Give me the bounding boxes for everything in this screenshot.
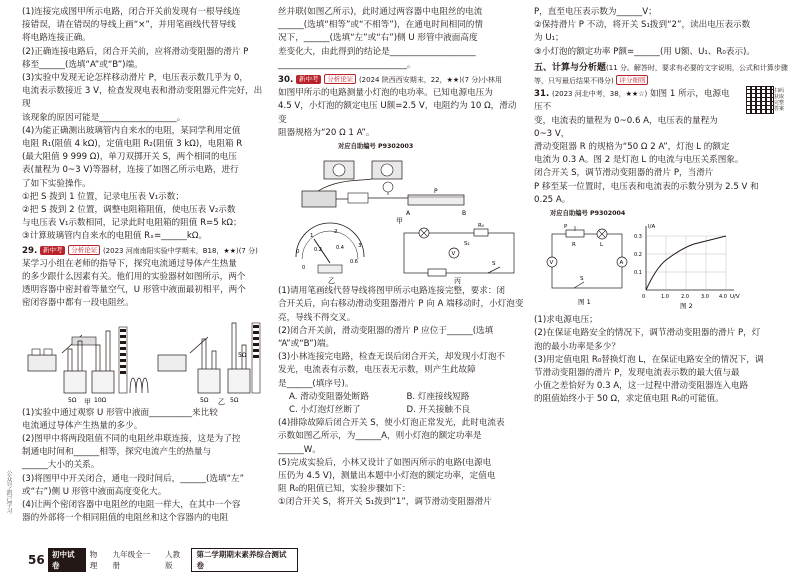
question-30-number: 30. — [278, 75, 294, 86]
text-line: P，直至电压表示数为______V； — [534, 7, 657, 17]
meter-tick2-2: 0.4 — [336, 245, 344, 252]
answer-option: D. 开关接触不良 — [406, 405, 471, 416]
text-line: 该现象的原因可能是__________________。 — [22, 112, 186, 123]
text-line: (2)正确连接电路后，闭合开关前，应将滑动变阻器的滑片 P — [22, 46, 249, 57]
q30-part-line: ______W。 — [278, 444, 321, 455]
q31-line: 变，电流表的量程为 0~0.6 A，电压表的量程为 0~3 V， — [534, 115, 718, 139]
svg-text:P: P — [434, 188, 438, 196]
q31-figure — [534, 220, 790, 314]
figure-1-label: 图 1 — [578, 298, 591, 307]
q30-circuit-diagrams — [278, 153, 524, 285]
q30-part-line: (1)请用笔画线代替导线将图甲所示电路连接完整，要求：闭 — [278, 286, 506, 297]
q30-part-line: 压仍为 4.5 V)，测量出本题中小灯泡的额定功率，定值电 — [278, 471, 496, 482]
q31-line: 如图 1 所示，电源电压不 — [534, 89, 730, 113]
svg-text:L: L — [600, 242, 604, 249]
q31-line: 滑动变阻器 R 的规格为“50 Ω 2 A”，灯泡 L 的额定 — [534, 142, 730, 153]
q30-line: 4.5 V，小灯泡的额定电压 U额=2.5 V，电阻约为 10 Ω，滑动变 — [278, 101, 517, 125]
graph-ytick-0: 0.3 — [634, 234, 642, 241]
graph-ytick-2: 0.1 — [634, 270, 642, 277]
text-line: (最大阻值 9 999 Ω)，单刀双掷开关 S，两个相同的电压 — [22, 152, 237, 163]
text-line: 差变化大，由此得到的结论是____________________ — [278, 46, 476, 57]
text-line: 接错误，请在错误的导线上画“×”，并用笔画线代替导线 — [22, 20, 236, 31]
text-line: 丝并联(如图乙所示)，此时通过两容器中电阻丝的电流 — [278, 7, 483, 17]
q30-part-line: 亮，导线不得交叉。 — [278, 312, 356, 323]
answer-option: C. 小灯泡灯丝断了 — [289, 405, 361, 416]
figure-label-c: 丙 — [454, 277, 461, 286]
column-right — [534, 6, 790, 407]
svg-text:S: S — [580, 276, 584, 283]
meter-tick2-3: 0.6 — [350, 259, 358, 266]
footer-bar — [48, 550, 298, 570]
q30-part-line: 示数如图乙所示，为______A，则小灯泡的额定功率是 — [278, 431, 482, 442]
footer-edition: 人教版 — [165, 550, 181, 570]
qr-caption: 扫码获取完整答案 — [774, 88, 785, 113]
meter-tick2-0: 0 — [302, 265, 306, 272]
q31-part-line: (2)在保证电路安全的情况下，调节滑动变阻器的滑片 P，灯 — [534, 328, 761, 339]
q30-line: 如图甲所示的电路测量小灯泡的电功率。已知电源电压为 — [278, 88, 493, 99]
q31-part-line: (3)用定值电阻 R₀替换灯泡 L，在保证电路安全的情况下，调 — [534, 354, 764, 365]
q29-part-line: 器的外部将一个相同阻值的电阻丝和这个容器内的电阻 — [22, 513, 229, 524]
column-left — [22, 6, 267, 526]
graph-ytick-1: 0.2 — [634, 252, 642, 259]
q29-line: 的多少跟什么因素有关。他们用的实验器材如图所示，两个 — [22, 272, 246, 283]
text-line: 了如下实验操作。 — [22, 178, 91, 189]
iv-graph — [634, 224, 740, 300]
question-30-source: (2024 陕西西安期末，22，★★)(7 分)小林用 — [358, 76, 503, 85]
q31-part-line: 小值之差恰好为 0.3 A，这一过程中滑动变阻器连入电路 — [534, 381, 749, 392]
text-line: ③小灯泡的额定功率 P额=______(用 U额、U₁、R₀表示)。 — [534, 46, 755, 57]
q29-apparatus-diagram — [22, 313, 267, 405]
figure-label-a: 甲 — [84, 397, 91, 405]
svg-text:A: A — [406, 210, 411, 218]
question-31-source: (2023 河北中考，38，★★☆) — [551, 90, 648, 99]
q30-part-line: (3)小林连接完电路，检查无误后闭合开关，却发现小灯泡不 — [278, 352, 506, 363]
page-footer — [0, 550, 800, 570]
text-line: 与电压表 V₁示数相同，记录此时电阻箱的阻值 R=5 kΩ； — [22, 218, 242, 229]
q29-part-line: ______大小的关系。 — [22, 460, 100, 471]
q29-part-line: 电流通过导体产生热量的多少。 — [22, 420, 143, 431]
q31-part-line: (1)求电源电压； — [534, 315, 598, 326]
q31-part-line: 的阻值始终小于 50 Ω，求定值电阻 R₀的可能值。 — [534, 394, 724, 405]
question-29-number: 29. — [22, 245, 38, 256]
answer-option: A. 滑动变阻器处断路 — [289, 391, 369, 402]
q30-part-line: ①闭合开关 S，将开关 S₁拨到“1”，调节滑动变阻器滑片 — [278, 497, 492, 508]
question-31-number: 31. — [534, 89, 550, 100]
graph-xtick-0: 0 — [642, 294, 646, 301]
q30-part-line: 合开关后，向右移动滑动变阻器滑片 P 向 A 端移动时，小灯泡变 — [278, 299, 524, 310]
q30-code: 对应自助编号 P9302003 — [338, 143, 414, 151]
q31-line: 电流为 0.3 A。图 2 是灯泡 L 的电流与电压关系图象。 — [534, 155, 744, 166]
q31-line: 闭合开关 S，调节滑动变阻器的滑片 P，当滑片 — [534, 168, 714, 179]
section-description: (11 分。解答时，要求有必要的文字说明，公式和计算步骤等，只写最后结果不得分) — [534, 63, 788, 86]
q30-part-line: 发光，电流表有示数，电压表无示数，则产生此故障 — [278, 365, 476, 376]
side-text: 公众号·凯己学习 — [5, 470, 12, 514]
text-line: 况下，______(选填“左”或“右”)侧 U 形管中液面高度 — [278, 33, 478, 44]
q29-label-r5: 5Ω — [230, 396, 239, 404]
q30-part-line: 是______(填序号)。 — [278, 378, 354, 389]
q29-figure — [22, 313, 267, 405]
graph-xtick-4: 4.0 — [719, 294, 727, 301]
new-exam-tag: 新中考 — [40, 246, 66, 255]
question-29-source: (2023 河南南阳实验中学期末，B18，★★)(7 分) — [102, 246, 258, 255]
q30-line: 阻器规格为“20 Ω 1 A”。 — [278, 127, 375, 138]
scoring-tag: 评分细则 — [616, 75, 648, 85]
q29-line: 密闭容器中都有一段电阻丝。 — [22, 298, 134, 309]
analysis-tag: 分析论证 — [68, 245, 100, 255]
page-number: 56 — [28, 553, 45, 567]
q30-part-line: (5)完成实验后，小林又设计了如图丙所示的电路(电源电 — [278, 457, 492, 468]
analysis-tag: 分析论证 — [324, 74, 356, 84]
q30-part-line: “A”或“B”)端。 — [278, 339, 335, 350]
q29-label-r1: 5Ω — [68, 396, 77, 404]
q30-figure — [278, 153, 524, 285]
text-line: 移至______(选填“A”或“B”)端。 — [22, 59, 143, 70]
graph-ylabel: I/A — [648, 224, 656, 231]
column-middle — [278, 6, 524, 510]
text-line: 为 U₁； — [534, 33, 564, 44]
svg-text:V: V — [451, 251, 456, 258]
footer-brand: 初中试卷 — [48, 548, 86, 572]
meter-tick-1: 1 — [310, 233, 314, 240]
figure-label-b: 乙 — [328, 277, 335, 286]
figure-2-label: 图 2 — [680, 302, 693, 311]
q29-part-line: (4)让两个密闭容器中电阻丝的电阻一样大，在其中一个容 — [22, 500, 241, 511]
graph-xtick-3: 3.0 — [701, 294, 709, 301]
svg-text:R₀: R₀ — [478, 223, 485, 230]
q29-line: 某学习小组在老师的指导下，探究电流通过导体产生热量 — [22, 258, 237, 269]
svg-text:R: R — [572, 242, 576, 249]
q29-label-r2: 10Ω — [94, 396, 107, 404]
q30-part-line: 阻 R₀的阻值已知，实验步骤如下： — [278, 484, 411, 495]
graph-xtick-2: 2.0 — [681, 294, 689, 301]
footer-grade: 九年级全一册 — [112, 550, 151, 570]
meter-tick-2: 2 — [334, 229, 338, 236]
q29-label-r3: 5Ω — [238, 351, 247, 359]
q30-part-line: (2)闭合开关前，滑动变阻器的滑片 P 应位于______(选填 — [278, 325, 494, 336]
graph-xlabel: U/V — [730, 294, 740, 301]
text-line: ①把 S 拨到 1 位置，记录电压表 V₁示数； — [22, 191, 184, 202]
q29-part-line: 或“右”)侧 U 形管中液面高度变化大。 — [22, 486, 167, 497]
footer-test: 第二学期期末素养综合测试卷 — [191, 548, 298, 572]
section-title: 五、计算与分析题 — [534, 62, 607, 73]
q31-part-line: 泡的最小功率是多少？ — [534, 341, 620, 352]
svg-text:A: A — [619, 260, 624, 267]
svg-text:V: V — [549, 260, 554, 267]
q29-part-line: 制通电时间和______相等，探究电流产生的热量与 — [22, 447, 212, 458]
q31-line: 0.25 A。 — [534, 194, 571, 205]
text-line: 将电路连接正确。 — [22, 33, 91, 44]
figure-label-a: 甲 — [396, 217, 403, 226]
text-line: (1)连接完成图甲所示电路，闭合开关前发现有一根导线连 — [22, 7, 241, 17]
q31-part-line: 节滑动变阻器的滑片 P，发现电流表示数的最大值与最 — [534, 368, 740, 379]
text-line: (4)为能正确测出玻璃管内自来水的电阻，某同学利用定值 — [22, 125, 241, 136]
meter-tick2-1: 0.2 — [314, 247, 322, 254]
q30-part-line: (4)排除故障后闭合开关 S，使小灯泡正常发光，此时电流表 — [278, 418, 505, 429]
graph-xtick-1: 1.0 — [661, 294, 669, 301]
q31-line: P 移至某一位置时，电压表和电流表的示数分别为 2.5 V 和 — [534, 181, 759, 192]
text-line: (3)实验中发现无论怎样移动滑片 P，电压表示数几乎为 0， — [22, 73, 248, 84]
qr-code[interactable] — [746, 86, 774, 114]
q29-part-line: (1)实验中通过观察 U 形管中液面__________来比较 — [22, 407, 218, 418]
footer-subject: 物理 — [89, 550, 98, 570]
svg-text:S₁: S₁ — [464, 241, 470, 248]
svg-text:P: P — [564, 224, 568, 231]
svg-text:S: S — [492, 261, 496, 268]
text-line: 电流表示数接近 3 V，检查发现电表和滑动变阻器元件完好，出现 — [22, 86, 263, 110]
new-exam-tag: 新中考 — [296, 75, 322, 84]
meter-tick-0: 0 — [296, 249, 300, 256]
figure-label-b: 乙 — [218, 397, 225, 405]
text-line: ②把 S 拨到 2 位置，调整电阻箱阻值，使电压表 V₂示数 — [22, 205, 236, 216]
q29-line: 透明容器中密封着等量空气，U 形管中液面最初相平，两个 — [22, 285, 246, 296]
text-line: ______________________________。 — [278, 59, 416, 70]
text-line: 电阻 R₁(阻值 4 kΩ)，定值电阻 R₂(阻值 3 kΩ)，电阻箱 R — [22, 139, 243, 150]
text-line: ③计算玻璃管内自来水的电阻值 Rₓ=______kΩ。 — [22, 231, 208, 242]
text-line: 表(量程为 0~3 V)等器材，连接了如图乙所示电路，进行 — [22, 165, 239, 176]
svg-text:B: B — [462, 210, 467, 218]
q31-code: 对应自助编号 P9302004 — [550, 210, 626, 218]
q29-label-r4: 5Ω — [200, 396, 209, 404]
q29-part-line: (3)将图甲中开关闭合，通电一段时间后，______(选填“左” — [22, 473, 245, 484]
q29-part-line: (2)图甲中将两段阻值不同的电阻丝串联连接，这是为了控 — [22, 434, 241, 445]
text-line: ______(选填“相等”或“不相等”)，在通电时间相同的情 — [278, 20, 483, 31]
meter-tick-3: 3 — [358, 243, 362, 250]
answer-option: B. 灯座接线短路 — [406, 391, 470, 402]
text-line: ②保持滑片 P 不动，将开关 S₁拨到“2”，读出电压表示数 — [534, 20, 751, 31]
q31-diagrams — [534, 220, 790, 314]
